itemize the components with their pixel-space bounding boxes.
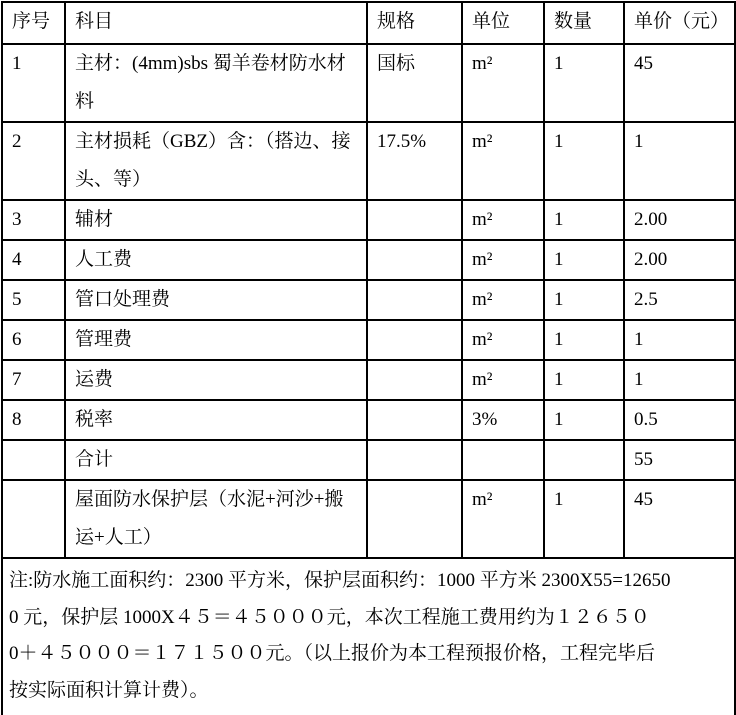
cell-spec: 国标 bbox=[367, 44, 462, 122]
note-cell bbox=[2, 558, 735, 715]
cell-price: 1 bbox=[624, 360, 735, 400]
cell-no: 1 bbox=[2, 44, 65, 122]
cell-no: 7 bbox=[2, 360, 65, 400]
cell-unit: m² bbox=[462, 122, 544, 200]
cell-no bbox=[2, 480, 65, 558]
cell-qty: 1 bbox=[544, 360, 624, 400]
cell-spec bbox=[367, 400, 462, 440]
cell-spec bbox=[367, 200, 462, 240]
cell-spec bbox=[367, 360, 462, 400]
cell-no: 8 bbox=[2, 400, 65, 440]
cell-price: 45 bbox=[624, 44, 735, 122]
table-row bbox=[2, 200, 735, 240]
table-row bbox=[2, 44, 735, 122]
header-unit: 单位 bbox=[462, 2, 544, 44]
table-row bbox=[2, 480, 735, 558]
cell-item: 合计 bbox=[65, 440, 367, 480]
cell-unit: 3% bbox=[462, 400, 544, 440]
cell-price: 0.5 bbox=[624, 400, 735, 440]
cell-unit: m² bbox=[462, 320, 544, 360]
cell-no: 3 bbox=[2, 200, 65, 240]
cell-price: 2.00 bbox=[624, 240, 735, 280]
cell-no: 2 bbox=[2, 122, 65, 200]
cell-unit: m² bbox=[462, 480, 544, 558]
cell-price: 45 bbox=[624, 480, 735, 558]
table-row bbox=[2, 122, 735, 200]
cell-item: 屋面防水保护层（水泥+河沙+搬运+人工） bbox=[65, 480, 367, 558]
cell-item: 管口处理费 bbox=[65, 280, 367, 320]
cell-item: 辅材 bbox=[65, 200, 367, 240]
note-line: 注:防水施工面积约：2300 平方米，保护层面积约：1000 平方米 2300X55=12650 bbox=[9, 570, 671, 591]
cell-price: 1 bbox=[624, 122, 735, 200]
cell-qty: 1 bbox=[544, 200, 624, 240]
total-row bbox=[2, 440, 735, 480]
cell-item: 税率 bbox=[65, 400, 367, 440]
cell-no bbox=[2, 440, 65, 480]
cell-unit: m² bbox=[462, 44, 544, 122]
cell-qty: 1 bbox=[544, 320, 624, 360]
cell-unit: m² bbox=[462, 240, 544, 280]
table-row bbox=[2, 400, 735, 440]
note-row bbox=[2, 558, 735, 715]
table-row bbox=[2, 280, 735, 320]
cell-no: 4 bbox=[2, 240, 65, 280]
cell-item: 管理费 bbox=[65, 320, 367, 360]
cell-qty: 1 bbox=[544, 122, 624, 200]
cell-no: 6 bbox=[2, 320, 65, 360]
cell-price: 1 bbox=[624, 320, 735, 360]
cell-spec bbox=[367, 480, 462, 558]
header-qty: 数量 bbox=[544, 2, 624, 44]
note-line: 0＋４５０００＝１７１５００元。（以上报价为本工程预报价格，工程完毕后 bbox=[9, 643, 656, 664]
cell-spec: 17.5% bbox=[367, 122, 462, 200]
cell-unit: m² bbox=[462, 360, 544, 400]
cell-qty: 1 bbox=[544, 240, 624, 280]
cell-unit: m² bbox=[462, 280, 544, 320]
header-item: 科目 bbox=[65, 2, 367, 44]
header-price: 单价（元） bbox=[624, 2, 735, 44]
cell-qty: 1 bbox=[544, 400, 624, 440]
cell-qty bbox=[544, 440, 624, 480]
cell-spec bbox=[367, 320, 462, 360]
table-row bbox=[2, 360, 735, 400]
cell-no: 5 bbox=[2, 280, 65, 320]
table-row bbox=[2, 320, 735, 360]
cell-unit: m² bbox=[462, 200, 544, 240]
cell-spec bbox=[367, 280, 462, 320]
cell-qty: 1 bbox=[544, 44, 624, 122]
table-row bbox=[2, 240, 735, 280]
cell-unit bbox=[462, 440, 544, 480]
cell-spec bbox=[367, 440, 462, 480]
cell-item: 运费 bbox=[65, 360, 367, 400]
table-header-row bbox=[2, 2, 735, 44]
cell-item: 人工费 bbox=[65, 240, 367, 280]
cell-qty: 1 bbox=[544, 480, 624, 558]
quotation-table bbox=[1, 1, 736, 715]
cell-price: 2.00 bbox=[624, 200, 735, 240]
header-spec: 规格 bbox=[367, 2, 462, 44]
cell-qty: 1 bbox=[544, 280, 624, 320]
cell-item: 主材：(4mm)sbs 蜀羊卷材防水材料 bbox=[65, 44, 367, 122]
note-line: 按实际面积计算计费）。 bbox=[9, 679, 209, 701]
cell-price: 2.5 bbox=[624, 280, 735, 320]
cell-item: 主材损耗（GBZ）含：（搭边、接头、等） bbox=[65, 122, 367, 200]
note-line: 0 元，保护层 1000X４５＝４５０００元，本次工程施工费用约为１２６５０ bbox=[9, 606, 650, 628]
cell-price: 55 bbox=[624, 440, 735, 480]
header-no: 序号 bbox=[2, 2, 65, 44]
cell-spec bbox=[367, 240, 462, 280]
